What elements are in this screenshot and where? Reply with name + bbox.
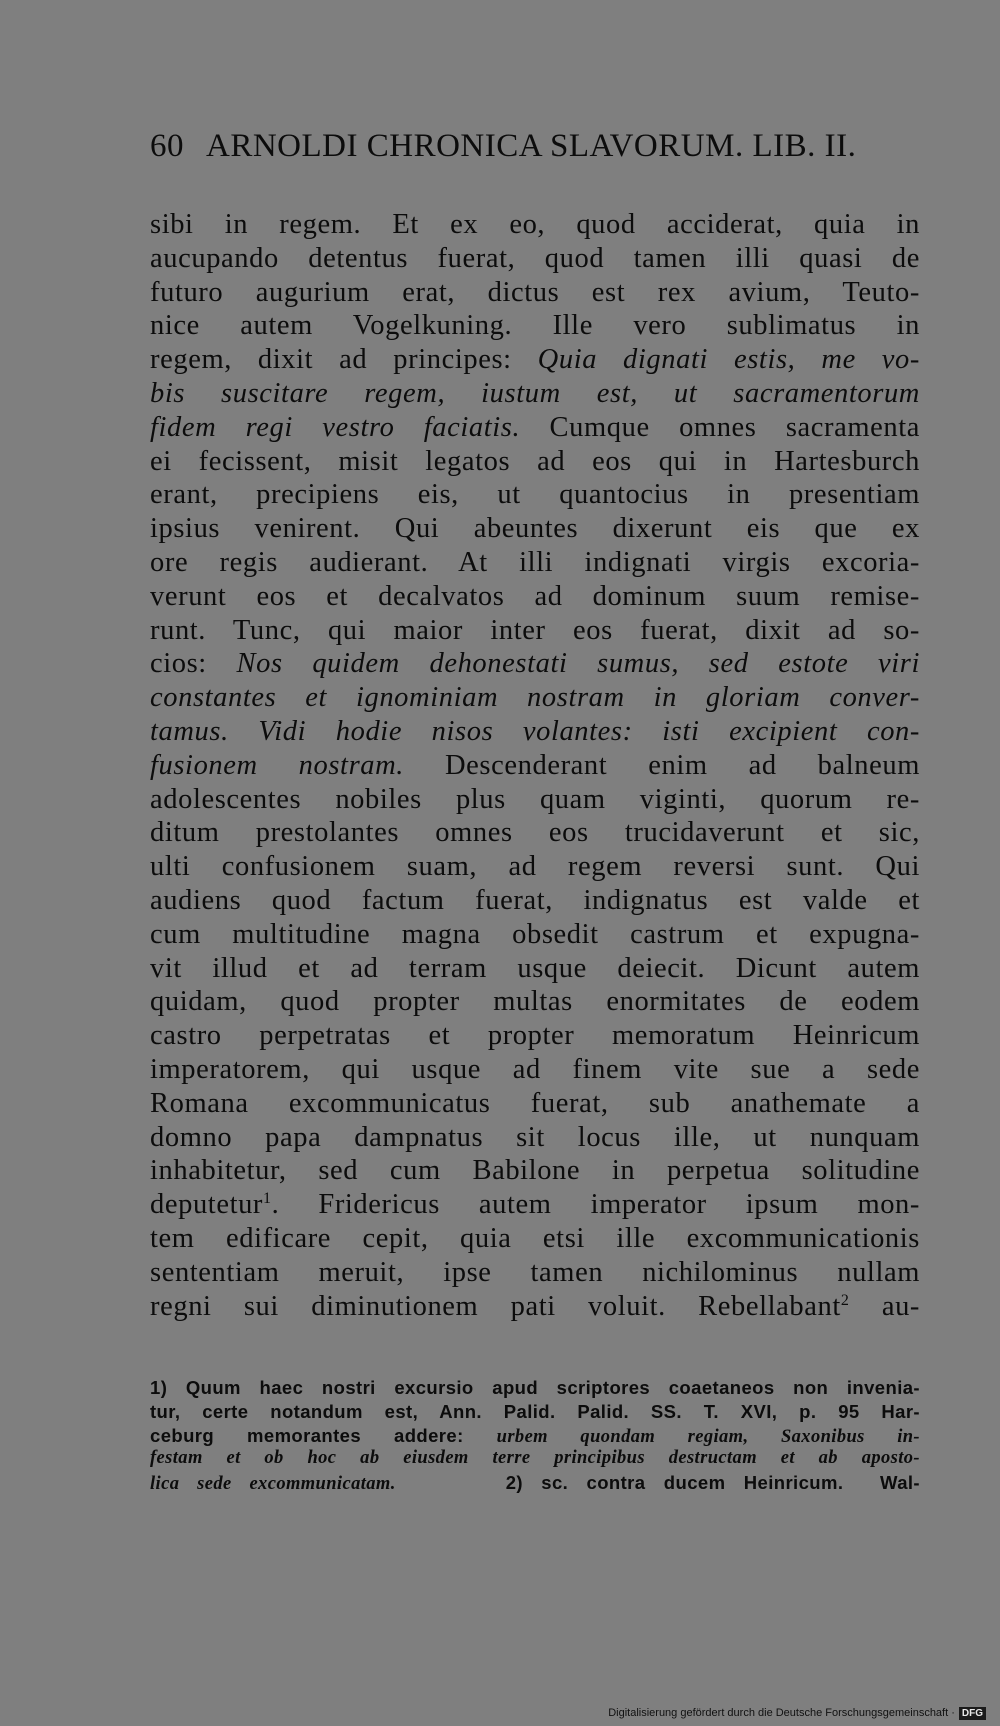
text-line: Romana excommunicatus fuerat, sub anathemate a: [150, 1087, 920, 1119]
footnote-italic: lica sede excommunicatam.: [150, 1474, 396, 1495]
running-title: ARNOLDI CHRONICA SLAVORUM. LIB. II.: [206, 128, 857, 164]
text-line: ore regis audierant. At illi indignati virgis excoria-: [150, 546, 920, 578]
text-line: constantes et ignominiam nostram in gloriam conver-: [150, 682, 920, 714]
footnote-line: festam et ob hoc ab eiusdem terre principibus destructam et ab aposto-: [150, 1448, 920, 1469]
text-line: inhabitetur, sed cum Babilone in perpetua solitudine: [150, 1155, 920, 1187]
footnote-line: tur, certe notandum est, Ann. Palid. Palid. SS. T. XVI, p. 95 Har-: [150, 1400, 920, 1422]
footnote-italic: urbem quondam regiam, Saxonibus in-: [496, 1426, 920, 1447]
text-line: ei fecissent, misit legatos ad eos qui in Hartesburch: [150, 445, 920, 477]
text-line: fusionem nostram. Descenderant enim ad balneum: [150, 749, 920, 781]
digitization-credit: [608, 1707, 986, 1720]
text-line: vit illud et ad terram usque deiecit. Dicunt autem: [150, 952, 920, 984]
text-line: aucupando detentus fuerat, quod tamen illi quasi de: [150, 242, 920, 274]
main-text: [150, 208, 920, 1323]
footnote-line: lica sede excommunicatam. 2) sc. contra ducem Heinricum. Wal-: [150, 1472, 920, 1495]
text-line: ulti confusionem suam, ad regem reversi sunt. Qui: [150, 851, 920, 883]
text-line: runt. Tunc, qui maior inter eos fuerat, dixit ad so-: [150, 614, 920, 646]
italic-quote: fidem regi vestro faciatis.: [150, 411, 521, 443]
text-line: regem, dixit ad principes: Quia dignati estis, me vo-: [150, 344, 920, 376]
text-line: sibi in regem. Et ex eo, quod acciderat, quia in: [150, 209, 920, 240]
text-line: ditum prestolantes omnes eos trucidaverunt et sic,: [150, 817, 920, 849]
text-line: cios: Nos quidem dehonestati sumus, sed estote viri: [150, 648, 920, 680]
footnote-ref: 2: [840, 1291, 850, 1309]
text-line: bis suscitare regem, iustum est, ut sacramentorum: [150, 377, 920, 409]
text-line: futuro augurium erat, dictus est rex avium, Teuto-: [150, 276, 920, 308]
text-line: regni sui diminutionem pati voluit. Rebellabant$^2$ au-: [150, 1290, 920, 1322]
text-line: audiens quod factum fuerat, indignatus est valde et: [150, 884, 920, 916]
text-line: sententiam meruit, ipse tamen nichilominus nullam: [150, 1256, 920, 1288]
footnote-ref: 1: [263, 1190, 272, 1208]
text-line: erant, precipiens eis, ut quantocius in presentiam: [150, 479, 920, 511]
credit-text: Digitalisierung gefördert durch die Deutsche Forschungsgemeinschaft ·: [608, 1707, 955, 1719]
text-line: adolescentes nobiles plus quam viginti, quorum re-: [150, 783, 920, 815]
text-line: verunt eos et decalvatos ad dominum suum remise-: [150, 580, 920, 612]
footnote-line: 1) Quum haec nostri excursio apud scriptores coaetaneos non invenia-: [150, 1377, 920, 1398]
text-line: castro perpetratas et propter memoratum Heinricum: [150, 1020, 920, 1052]
text-line: deputetur$^1$. Fridericus autem imperator ipsum mon-: [150, 1189, 920, 1221]
text-line: imperatorem, qui usque ad finem vite sue a sede: [150, 1053, 920, 1085]
text-line: tamus. Vidi hodie nisos volantes: isti excipient con-: [150, 715, 920, 747]
italic-quote: Quia dignati estis, me vo-: [537, 344, 920, 376]
dfg-logo: DFG: [959, 1707, 986, 1720]
text-line: nice autem Vogelkuning. Ille vero sublimatus in: [150, 310, 920, 342]
italic-quote: fusionem nostram.: [150, 749, 405, 781]
footnotes: [150, 1376, 920, 1495]
text-line: domno papa dampnatus sit locus ille, ut nunquam: [150, 1121, 920, 1153]
page-number: 60: [150, 128, 184, 164]
text-line: tem edificare cepit, quia etsi ille excommunicationis: [150, 1222, 920, 1254]
italic-quote: Nos quidem dehonestati sumus, sed estote viri: [236, 648, 920, 680]
page-header: [150, 128, 910, 172]
text-line: fidem regi vestro faciatis. Cumque omnes sacramenta: [150, 411, 920, 443]
footnote-line: ceburg memorantes addere: urbem quondam regiam, Saxonibus in-: [150, 1424, 920, 1447]
text-line: ipsius venirent. Qui abeuntes dixerunt eis que ex: [150, 513, 920, 545]
text-line: quidam, quod propter multas enormitates de eodem: [150, 986, 920, 1018]
text-line: cum multitudine magna obsedit castrum et expugna-: [150, 918, 920, 950]
